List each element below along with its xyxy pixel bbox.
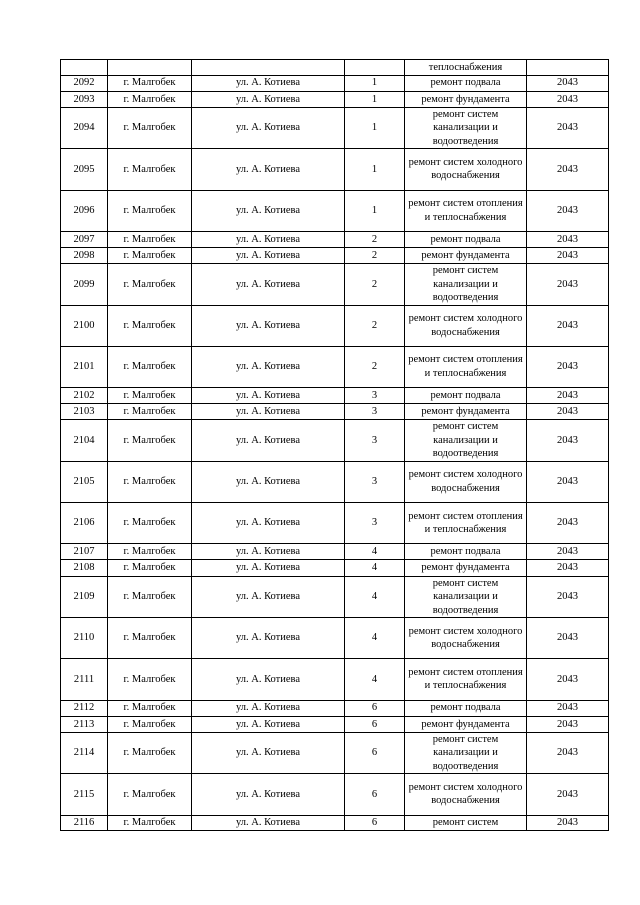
cell-number: 2112 — [61, 700, 108, 716]
cell-year: 2043 — [527, 700, 609, 716]
table-row — [61, 231, 609, 247]
cell-work: ремонт систем отопления и теплоснабжения — [405, 346, 527, 387]
cell-work: ремонт систем — [405, 815, 527, 831]
cell-year: 2043 — [527, 247, 609, 263]
cell-street — [192, 60, 345, 76]
cell-city: г. Малгобек — [108, 190, 192, 231]
cell-number: 2098 — [61, 247, 108, 263]
cell-year: 2043 — [527, 420, 609, 462]
table-row — [61, 420, 609, 462]
cell-street: ул. А. Котиева — [192, 420, 345, 462]
cell-city: г. Малгобек — [108, 774, 192, 815]
cell-house: 2 — [345, 247, 405, 263]
table-row — [61, 346, 609, 387]
cell-work: ремонт подвала — [405, 75, 527, 91]
cell-street: ул. А. Котиева — [192, 190, 345, 231]
table-row — [61, 107, 609, 149]
cell-work: ремонт систем холодного водоснабжения — [405, 305, 527, 346]
cell-street: ул. А. Котиева — [192, 346, 345, 387]
cell-year: 2043 — [527, 732, 609, 774]
cell-year: 2043 — [527, 544, 609, 560]
table-row — [61, 659, 609, 700]
table-row — [61, 560, 609, 576]
cell-number: 2093 — [61, 91, 108, 107]
cell-house: 1 — [345, 190, 405, 231]
cell-work: ремонт фундамента — [405, 247, 527, 263]
works-table — [60, 59, 609, 831]
cell-street: ул. А. Котиева — [192, 659, 345, 700]
table-row — [61, 576, 609, 618]
cell-work: ремонт систем канализации и водоотведения — [405, 264, 527, 306]
cell-house: 4 — [345, 544, 405, 560]
cell-city: г. Малгобек — [108, 264, 192, 306]
cell-work: ремонт подвала — [405, 388, 527, 404]
cell-house: 3 — [345, 461, 405, 502]
cell-house: 1 — [345, 75, 405, 91]
cell-city: г. Малгобек — [108, 420, 192, 462]
cell-work: ремонт систем канализации и водоотведения — [405, 420, 527, 462]
cell-number: 2094 — [61, 107, 108, 149]
table-row — [61, 75, 609, 91]
cell-street: ул. А. Котиева — [192, 774, 345, 815]
cell-street: ул. А. Котиева — [192, 815, 345, 831]
cell-number: 2109 — [61, 576, 108, 618]
cell-year: 2043 — [527, 346, 609, 387]
cell-house: 2 — [345, 231, 405, 247]
cell-year: 2043 — [527, 560, 609, 576]
cell-number: 2107 — [61, 544, 108, 560]
cell-house: 1 — [345, 149, 405, 190]
cell-year: 2043 — [527, 75, 609, 91]
table-row — [61, 305, 609, 346]
cell-street: ул. А. Котиева — [192, 461, 345, 502]
cell-number: 2097 — [61, 231, 108, 247]
cell-city: г. Малгобек — [108, 91, 192, 107]
table-row — [61, 190, 609, 231]
cell-number — [61, 60, 108, 76]
table-row — [61, 716, 609, 732]
table-row — [61, 264, 609, 306]
table-row — [61, 732, 609, 774]
cell-street: ул. А. Котиева — [192, 732, 345, 774]
cell-street: ул. А. Котиева — [192, 264, 345, 306]
cell-number: 2108 — [61, 560, 108, 576]
cell-work: ремонт фундамента — [405, 560, 527, 576]
cell-street: ул. А. Котиева — [192, 107, 345, 149]
cell-city: г. Малгобек — [108, 461, 192, 502]
cell-year: 2043 — [527, 404, 609, 420]
cell-number: 2092 — [61, 75, 108, 91]
table-row — [61, 461, 609, 502]
cell-city: г. Малгобек — [108, 560, 192, 576]
cell-house: 3 — [345, 388, 405, 404]
table-row — [61, 700, 609, 716]
cell-year: 2043 — [527, 576, 609, 618]
cell-house: 1 — [345, 107, 405, 149]
cell-street: ул. А. Котиева — [192, 404, 345, 420]
cell-number: 2113 — [61, 716, 108, 732]
cell-work: ремонт систем холодного водоснабжения — [405, 461, 527, 502]
cell-work: ремонт фундамента — [405, 404, 527, 420]
cell-work: ремонт подвала — [405, 700, 527, 716]
cell-number: 2110 — [61, 618, 108, 659]
cell-house: 1 — [345, 91, 405, 107]
table-row — [61, 404, 609, 420]
cell-work: ремонт систем отопления и теплоснабжения — [405, 659, 527, 700]
cell-city: г. Малгобек — [108, 305, 192, 346]
cell-city: г. Малгобек — [108, 107, 192, 149]
cell-street: ул. А. Котиева — [192, 305, 345, 346]
cell-city: г. Малгобек — [108, 503, 192, 544]
cell-number: 2100 — [61, 305, 108, 346]
cell-number: 2115 — [61, 774, 108, 815]
cell-city: г. Малгобек — [108, 576, 192, 618]
cell-number: 2102 — [61, 388, 108, 404]
cell-year: 2043 — [527, 231, 609, 247]
cell-number: 2105 — [61, 461, 108, 502]
cell-work: ремонт подвала — [405, 544, 527, 560]
cell-street: ул. А. Котиева — [192, 388, 345, 404]
cell-work: ремонт систем канализации и водоотведения — [405, 107, 527, 149]
cell-city: г. Малгобек — [108, 815, 192, 831]
cell-work: ремонт систем канализации и водоотведения — [405, 576, 527, 618]
cell-street: ул. А. Котиева — [192, 700, 345, 716]
cell-city: г. Малгобек — [108, 346, 192, 387]
cell-year: 2043 — [527, 774, 609, 815]
cell-house: 3 — [345, 420, 405, 462]
cell-house: 4 — [345, 560, 405, 576]
cell-house: 2 — [345, 305, 405, 346]
table-row — [61, 774, 609, 815]
table-row — [61, 618, 609, 659]
cell-number: 2116 — [61, 815, 108, 831]
cell-street: ул. А. Котиева — [192, 576, 345, 618]
cell-street: ул. А. Котиева — [192, 544, 345, 560]
cell-number: 2096 — [61, 190, 108, 231]
cell-work: ремонт систем холодного водоснабжения — [405, 618, 527, 659]
cell-city: г. Малгобек — [108, 247, 192, 263]
cell-work: ремонт систем отопления и теплоснабжения — [405, 190, 527, 231]
table-row — [61, 247, 609, 263]
cell-number: 2095 — [61, 149, 108, 190]
cell-year: 2043 — [527, 91, 609, 107]
cell-street: ул. А. Котиева — [192, 91, 345, 107]
cell-city: г. Малгобек — [108, 544, 192, 560]
table-row — [61, 503, 609, 544]
cell-city: г. Малгобек — [108, 659, 192, 700]
cell-year: 2043 — [527, 190, 609, 231]
cell-work: теплоснабжения — [405, 60, 527, 76]
cell-year: 2043 — [527, 149, 609, 190]
cell-number: 2111 — [61, 659, 108, 700]
cell-city: г. Малгобек — [108, 618, 192, 659]
table-row — [61, 544, 609, 560]
cell-street: ул. А. Котиева — [192, 75, 345, 91]
cell-house: 6 — [345, 774, 405, 815]
cell-number: 2099 — [61, 264, 108, 306]
table-row — [61, 91, 609, 107]
cell-street: ул. А. Котиева — [192, 618, 345, 659]
cell-number: 2101 — [61, 346, 108, 387]
cell-work: ремонт систем холодного водоснабжения — [405, 149, 527, 190]
cell-city: г. Малгобек — [108, 231, 192, 247]
table-row-continued — [61, 60, 609, 76]
cell-year: 2043 — [527, 716, 609, 732]
cell-city: г. Малгобек — [108, 732, 192, 774]
cell-street: ул. А. Котиева — [192, 149, 345, 190]
cell-city: г. Малгобек — [108, 388, 192, 404]
cell-work: ремонт фундамента — [405, 716, 527, 732]
cell-year: 2043 — [527, 461, 609, 502]
cell-work: ремонт систем холодного водоснабжения — [405, 774, 527, 815]
cell-year: 2043 — [527, 503, 609, 544]
cell-house: 2 — [345, 346, 405, 387]
cell-work: ремонт систем отопления и теплоснабжения — [405, 503, 527, 544]
cell-city — [108, 60, 192, 76]
cell-year: 2043 — [527, 815, 609, 831]
cell-house: 3 — [345, 404, 405, 420]
cell-street: ул. А. Котиева — [192, 560, 345, 576]
cell-house: 4 — [345, 659, 405, 700]
cell-year: 2043 — [527, 659, 609, 700]
cell-number: 2104 — [61, 420, 108, 462]
cell-city: г. Малгобек — [108, 75, 192, 91]
cell-year: 2043 — [527, 618, 609, 659]
cell-house: 6 — [345, 716, 405, 732]
cell-house: 4 — [345, 576, 405, 618]
cell-year: 2043 — [527, 388, 609, 404]
cell-work: ремонт систем канализации и водоотведения — [405, 732, 527, 774]
cell-street: ул. А. Котиева — [192, 716, 345, 732]
cell-number: 2106 — [61, 503, 108, 544]
works-table-body — [61, 60, 609, 831]
cell-house: 6 — [345, 732, 405, 774]
cell-number: 2103 — [61, 404, 108, 420]
cell-street: ул. А. Котиева — [192, 503, 345, 544]
cell-year: 2043 — [527, 305, 609, 346]
cell-house: 2 — [345, 264, 405, 306]
cell-house: 3 — [345, 503, 405, 544]
cell-house: 6 — [345, 815, 405, 831]
cell-year — [527, 60, 609, 76]
cell-house: 6 — [345, 700, 405, 716]
cell-street: ул. А. Котиева — [192, 231, 345, 247]
cell-city: г. Малгобек — [108, 404, 192, 420]
cell-city: г. Малгобек — [108, 716, 192, 732]
cell-work: ремонт подвала — [405, 231, 527, 247]
cell-street: ул. А. Котиева — [192, 247, 345, 263]
cell-year: 2043 — [527, 107, 609, 149]
cell-work: ремонт фундамента — [405, 91, 527, 107]
table-row — [61, 815, 609, 831]
cell-year: 2043 — [527, 264, 609, 306]
cell-city: г. Малгобек — [108, 149, 192, 190]
cell-house: 4 — [345, 618, 405, 659]
table-row — [61, 388, 609, 404]
cell-city: г. Малгобек — [108, 700, 192, 716]
cell-house — [345, 60, 405, 76]
table-row — [61, 149, 609, 190]
cell-number: 2114 — [61, 732, 108, 774]
